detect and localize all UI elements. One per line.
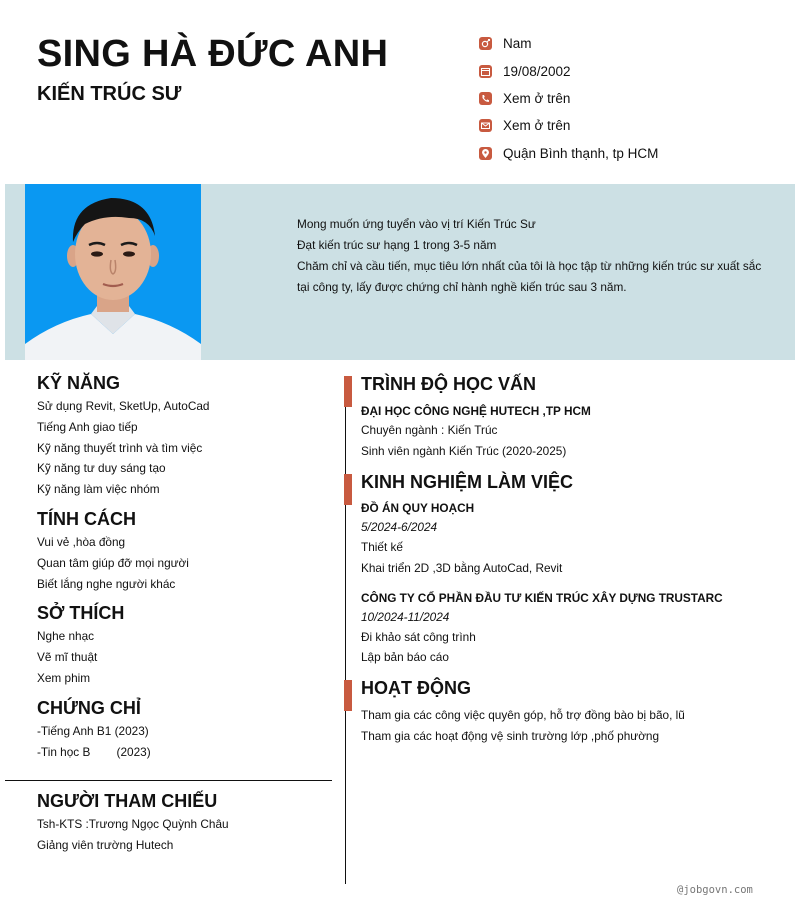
profile-photo — [25, 184, 201, 360]
job-date: 10/2024-11/2024 — [361, 609, 450, 624]
skill-item: Kỹ năng thuyết trình và tìm việc — [37, 440, 203, 455]
activities-title: HOẠT ĐỘNG — [361, 678, 471, 698]
contact-address — [479, 140, 779, 167]
contact-phone — [479, 85, 779, 112]
contact-email — [479, 112, 779, 139]
contact-gender — [479, 30, 779, 57]
hobbies-title: SỞ THÍCH — [37, 603, 125, 624]
summary-line: Mong muốn ứng tuyển vào vị trí Kiến Trúc Sư — [297, 217, 536, 231]
job-title: KIẾN TRÚC SƯ — [37, 83, 182, 105]
activities-section — [361, 677, 781, 747]
location-pin-icon — [479, 147, 492, 160]
candidate-name: SING HÀ ĐỨC ANH — [37, 33, 389, 75]
education-title: TRÌNH ĐỘ HỌC VẤN — [361, 374, 536, 394]
references-section — [37, 790, 327, 856]
experience-accent-bar — [344, 474, 352, 505]
job-org: CÔNG TY CỔ PHẦN ĐẦU TƯ KIẾN TRÚC XÂY DỰNG TRUSTARC — [361, 590, 723, 605]
activities-accent-bar — [344, 680, 352, 711]
personality-item: Biết lắng nghe người khác — [37, 576, 176, 591]
phone-icon — [479, 92, 492, 105]
experience-section — [361, 471, 781, 668]
column-divider — [345, 376, 346, 884]
summary-line: Đạt kiến trúc sư hạng 1 trong 3-5 năm — [297, 238, 497, 252]
personality-item: Quan tâm giúp đỡ mọi người — [37, 555, 189, 570]
phone-text[interactable]: Xem ở trên — [503, 90, 571, 106]
job-date: 5/2024-6/2024 — [361, 520, 438, 534]
left-column — [37, 372, 327, 762]
job-line: Khai triển 2D ,3D bằng AutoCad, Revit — [361, 560, 563, 575]
certificate-item: -Tiếng Anh B1 (2023) — [37, 723, 149, 738]
education-accent-bar — [344, 376, 352, 407]
education-line: Sinh viên ngành Kiến Trúc (2020-2025) — [361, 443, 567, 458]
reference-item: Tsh-KTS :Trương Ngọc Quỳnh Châu — [37, 817, 229, 831]
personality-item: Vui vẻ ,hòa đồng — [37, 534, 126, 549]
references-title: NGƯỜI THAM CHIẾU — [37, 791, 218, 811]
email-icon — [479, 119, 492, 132]
left-divider — [5, 780, 332, 781]
hobby-item: Nghe nhạc — [37, 629, 95, 644]
skill-item: Sử dụng Revit, SketUp, AutoCad — [37, 399, 210, 413]
gender-text: Nam — [503, 36, 532, 52]
skills-title: KỸ NĂNG — [37, 373, 121, 393]
job-line: Lập bản báo cáo — [361, 650, 449, 665]
reference-item: Giảng viên trường Hutech — [37, 837, 174, 852]
address-text: Quận Bình thạnh, tp HCM — [503, 145, 659, 161]
school-name: ĐẠI HỌC CÔNG NGHỆ HUTECH ,TP HCM — [361, 404, 591, 418]
watermark: @jobgovn.com — [677, 884, 753, 896]
hobby-item: Xem phim — [37, 670, 91, 685]
contact-birthdate — [479, 57, 779, 84]
job-line: Đi khảo sát công trình — [361, 629, 476, 644]
activity-item: Tham gia các công việc quyên góp, hỗ trợ đồng bào bị bão, lũ — [361, 708, 685, 722]
email-text[interactable]: Xem ở trên — [503, 118, 571, 134]
skill-item: Tiếng Anh giao tiếp — [37, 419, 138, 434]
education-section — [361, 373, 781, 462]
profile-photo-illustration — [25, 184, 201, 360]
skill-item: Kỹ năng làm việc nhóm — [37, 482, 160, 497]
career-summary — [297, 214, 767, 298]
contact-info — [479, 30, 779, 167]
job-line: Thiết kế — [361, 540, 403, 554]
summary-line: Chăm chỉ và cầu tiến, mục tiêu lớn nhất của tôi là học tập từ những kiến trúc sư xuất sắc tại công ty, lấy được chứng chỉ hành nghề kiến trúc sau 3 năm. — [297, 259, 762, 294]
certificate-item: -Tin học B (2023) — [37, 744, 151, 759]
personality-title: TÍNH CÁCH — [37, 508, 136, 529]
birthdate-text: 19/08/2002 — [503, 63, 571, 79]
education-line: Chuyên ngành : Kiến Trúc — [361, 423, 498, 437]
skill-item: Kỹ năng tư duy sáng tạo — [37, 461, 166, 476]
hobby-item: Vẽ mĩ thuật — [37, 650, 98, 665]
activity-item: Tham gia các hoạt động vệ sinh trường lớp ,phố phường — [361, 728, 660, 743]
gender-icon — [479, 37, 492, 50]
experience-title: KINH NGHIỆM LÀM VIỆC — [361, 472, 574, 492]
job-org: ĐỒ ÁN QUY HOẠCH — [361, 501, 475, 515]
certificates-title: CHỨNG CHỈ — [37, 697, 141, 718]
calendar-icon — [479, 65, 492, 78]
